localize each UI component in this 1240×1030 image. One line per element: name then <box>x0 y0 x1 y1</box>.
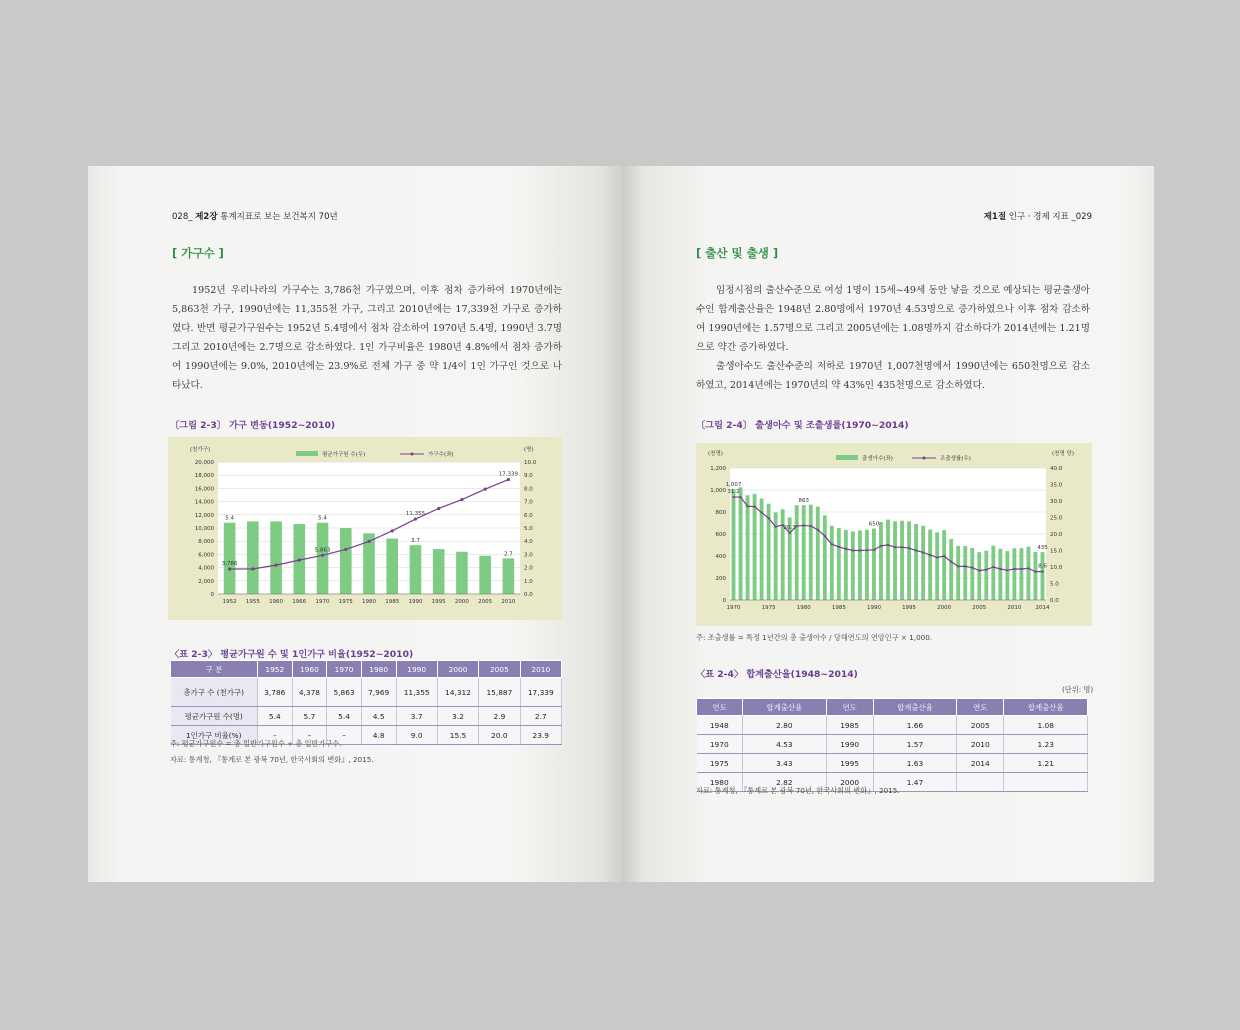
line-point <box>732 496 734 498</box>
data-label: 650 <box>868 521 880 528</box>
bar <box>809 505 813 600</box>
x-tick-label: 1985 <box>385 599 400 605</box>
bar <box>340 528 352 594</box>
paragraph: 1952년 우리나라의 가구수는 3,786천 가구였으며, 이후 점차 증가하여 1970년에는 5,863천 가구, 1990년에는 11,355천 가구, 그리고 2010년에는 17,339천 가구로 증가하였다. 반면 평균가구원수는 1952년 5.4명에서 점차 감소하여 1970년 5.4명, 1990년 3.7명 그리고 2010년에는 2.7명으로 감소하였다. 1인 가구비율은 1980년 4.8%에서 점차 증가하여 1990년에는 9.0%, 2010년에는 23.9%로 전체 가구 중 약 1/4이 1인 가구인 것으로 나타났다. <box>172 285 562 391</box>
line-point <box>484 488 487 491</box>
data-label: 11,355 <box>405 511 426 518</box>
bar <box>1019 548 1023 600</box>
household-chart <box>168 437 562 620</box>
right-tick-label: 6.0 <box>524 512 533 519</box>
line-point <box>971 567 973 569</box>
left-running-head <box>172 210 338 222</box>
table-header-cell: 연도 <box>826 699 873 716</box>
chapter-title: 통계지표로 보는 보건복지 70년 <box>220 212 338 222</box>
bar <box>1012 548 1016 600</box>
x-tick-label: 1980 <box>362 599 376 605</box>
x-tick-label: 1975 <box>338 599 353 605</box>
left-tick-label: 14,000 <box>194 499 214 506</box>
x-tick-label: 2010 <box>501 599 516 605</box>
bar <box>984 551 988 600</box>
table-cell: – <box>292 726 327 745</box>
data-label: 5,863 <box>314 547 331 554</box>
right-tick-label: 20.0 <box>1050 532 1063 538</box>
bar <box>991 546 995 600</box>
table-cell: 4.53 <box>743 735 827 754</box>
bar <box>410 545 422 594</box>
table-cell: 3.2 <box>437 707 478 726</box>
left-tick-label: 1,200 <box>710 466 726 472</box>
bar <box>1027 547 1031 600</box>
household-table <box>170 660 562 745</box>
bar <box>753 494 757 600</box>
table-cell: 1.08 <box>1004 716 1088 735</box>
right-tick-label: 5.0 <box>1050 581 1059 588</box>
table-cell: 1.66 <box>873 716 957 735</box>
table-cell: 9.0 <box>396 726 437 745</box>
table-row <box>697 735 1088 754</box>
line-point <box>1020 568 1022 570</box>
paragraph: 임정시점의 출산수준으로 여성 1명이 15세~49세 동안 낳을 것으로 예상되는 평균출생아수인 합계출산율은 1948년 2.80명에서 1970년 4.53명으로 증가하였으나 이후 점차 감소하여 1990년에는 1.57명으로 그리고 2005년에는 1.08명까지 감소하다가 2014년에는 1.21명으로 약간 증가하였다. <box>696 285 1090 353</box>
table-cell: 1948 <box>697 716 743 735</box>
table-cell: 3,786 <box>258 678 293 707</box>
table-cell: 1.23 <box>1004 735 1088 754</box>
table-cell: 15,887 <box>479 678 520 707</box>
table-cell: 2010 <box>957 735 1004 754</box>
bar <box>503 558 515 594</box>
bar <box>456 552 468 594</box>
right-tick-label: 8.0 <box>524 486 533 493</box>
legend-bar-label: 출생아수(좌) <box>862 456 893 462</box>
left-tick-label: 12,000 <box>194 512 214 519</box>
bar <box>802 505 806 600</box>
bar <box>1005 551 1009 600</box>
line-point <box>838 546 840 548</box>
table-cell: 2.82 <box>743 773 827 792</box>
left-tick-label: 400 <box>715 554 726 560</box>
left-axis-unit: (천명) <box>708 451 723 457</box>
bar <box>998 549 1002 600</box>
right-tick-label: 10.0 <box>1050 565 1063 571</box>
x-tick-label: 1970 <box>315 599 330 605</box>
table-cell: 14,312 <box>437 678 478 707</box>
line-point <box>915 549 917 551</box>
table-row <box>171 707 562 726</box>
line-point <box>824 535 826 537</box>
legend-bar-label: 평균가구원 수(우) <box>322 452 366 458</box>
bar <box>949 539 953 600</box>
table-cell: 1995 <box>826 754 873 773</box>
bar <box>795 505 799 600</box>
figure-note: 주: 조출생률 = 특정 1년간의 총 출생아수 / 당해연도의 연앙인구 × 1,000. <box>696 633 933 642</box>
right-tick-label: 9.0 <box>524 473 533 480</box>
line-point <box>228 567 231 570</box>
line-point <box>845 548 847 550</box>
bar <box>837 528 841 600</box>
left-tick-label: 8,000 <box>198 539 214 546</box>
table-cell: 1975 <box>697 754 743 773</box>
legend-bar-swatch <box>836 455 858 460</box>
bar <box>746 495 750 600</box>
bar <box>928 529 932 600</box>
left-tick-label: 6,000 <box>198 552 214 559</box>
x-tick-label: 1955 <box>245 599 260 605</box>
bar <box>977 552 981 600</box>
data-label: 31.2 <box>727 489 740 496</box>
table-cell: 1.47 <box>873 773 957 792</box>
bar <box>851 531 855 600</box>
bar <box>830 526 834 600</box>
bar <box>314 523 331 594</box>
bar <box>893 521 897 600</box>
line-point <box>391 529 394 532</box>
table-header-cell: 구 분 <box>171 661 258 678</box>
right-tick-label: 3.0 <box>524 552 533 559</box>
line-point <box>298 559 301 562</box>
right-tick-label: 5.0 <box>524 526 533 532</box>
right-tick-label: 10.0 <box>524 460 537 466</box>
line-point <box>1013 568 1015 570</box>
bar <box>872 529 876 601</box>
table-cell: 4,378 <box>292 678 327 707</box>
body-text <box>696 281 1090 395</box>
table-cell: 1.57 <box>873 735 957 754</box>
row-label: 총가구 수 (천가구) <box>171 678 258 707</box>
line-point <box>1041 571 1043 573</box>
section-title: [ 가구수 ] <box>172 246 224 260</box>
right-tick-label: 1.0 <box>524 578 533 585</box>
bar <box>921 526 925 600</box>
bar <box>816 507 820 600</box>
left-tick-label: 4,000 <box>198 565 214 572</box>
line-point <box>437 507 440 510</box>
table-source: 자료: 통계청, 『통계로 본 광복 70년, 한국사회의 변화』, 2015. <box>696 786 900 795</box>
right-tick-label: 4.0 <box>524 539 533 546</box>
table-cell <box>957 773 1004 792</box>
line-point <box>796 525 798 527</box>
table-cell: 15.5 <box>437 726 478 745</box>
left-tick-label: 18,000 <box>194 473 214 480</box>
x-tick-label: 2014 <box>1035 605 1050 611</box>
x-tick-label: 1966 <box>292 599 307 605</box>
chapter-label: 제2장 <box>195 212 218 222</box>
line-point <box>999 568 1001 570</box>
left-tick-label: 600 <box>715 532 726 538</box>
table-cell: 3.43 <box>743 754 827 773</box>
line-point <box>803 524 805 526</box>
data-label: 3.7 <box>411 538 420 545</box>
line-point <box>775 526 777 528</box>
table-cell: 2005 <box>957 716 1004 735</box>
table-cell: 1980 <box>697 773 743 792</box>
table-row <box>697 716 1088 735</box>
table-cell: 5.4 <box>327 707 362 726</box>
line-point <box>985 569 987 571</box>
x-tick-label: 2005 <box>972 605 987 611</box>
body-text <box>172 281 562 395</box>
open-book <box>88 166 1154 882</box>
table-header-cell: 1990 <box>396 661 437 678</box>
line-point <box>1034 571 1036 573</box>
right-tick-label: 15.0 <box>1050 548 1063 555</box>
line-point <box>894 546 896 548</box>
x-tick-label: 1990 <box>866 605 881 611</box>
legend-line-marker <box>411 453 414 456</box>
data-label: 2.7 <box>504 551 513 558</box>
x-tick-label: 2000 <box>937 605 952 611</box>
line-point <box>859 549 861 551</box>
right-axis-unit: (천명 당) <box>1052 451 1074 457</box>
legend-line-marker <box>923 457 926 460</box>
line-point <box>908 547 910 549</box>
bar <box>823 515 827 600</box>
table-source: 자료: 통계청, 『통계로 본 광복 70년, 한국사회의 변화』, 2015. <box>170 755 374 764</box>
table-header-cell: 1960 <box>292 661 327 678</box>
table-cell: 2.9 <box>479 707 520 726</box>
x-tick-label: 1995 <box>902 605 917 611</box>
table-cell <box>1004 773 1088 792</box>
table-header-cell: 1970 <box>327 661 362 678</box>
legend-bar-swatch <box>296 451 318 456</box>
right-tick-label: 30.0 <box>1050 499 1063 505</box>
data-label: 5.4 <box>318 515 327 522</box>
left-tick-label: 2,000 <box>198 578 214 585</box>
x-tick-label: 1990 <box>408 599 423 605</box>
line-point <box>460 498 463 501</box>
table-header-cell: 2005 <box>479 661 520 678</box>
x-tick-label: 1985 <box>831 605 846 611</box>
table-header-cell: 연도 <box>957 699 1004 716</box>
line-point <box>251 567 254 570</box>
line-point <box>943 555 945 557</box>
bar <box>879 522 883 600</box>
line-point <box>789 532 791 534</box>
table-cell: 5.7 <box>292 707 327 726</box>
bar <box>1041 552 1045 600</box>
bar <box>865 530 869 600</box>
bar <box>386 539 398 594</box>
part-title: 인구 · 경제 지표 _029 <box>1008 212 1092 222</box>
row-label: 평균가구원 수(명) <box>171 707 258 726</box>
line-point <box>852 549 854 551</box>
right-tick-label: 2.0 <box>524 565 533 572</box>
line-point <box>739 496 741 498</box>
line-point <box>964 565 966 567</box>
x-tick-label: 1952 <box>222 599 237 605</box>
table-cell: 1.63 <box>873 754 957 773</box>
line-point <box>880 545 882 547</box>
table-cell: – <box>327 726 362 745</box>
table-cell: 2014 <box>957 754 1004 773</box>
line-point <box>1006 569 1008 571</box>
table-header-cell: 합계출산율 <box>1004 699 1088 716</box>
table-title: 〈표 2-3〉 평균가구원 수 및 1인가구 비율(1952~2010) <box>170 649 414 660</box>
bar <box>956 546 960 600</box>
data-label: 20.3 <box>783 525 796 532</box>
line-point <box>950 561 952 563</box>
left-tick-label: 16,000 <box>194 486 214 493</box>
line-point <box>901 546 903 548</box>
table-cell: 5.4 <box>258 707 293 726</box>
line-point <box>929 554 931 556</box>
figure-title: 〔그림 2-4〕 출생아수 및 조출생률(1970~2014) <box>696 420 909 431</box>
legend-line-label: 가구수(좌) <box>428 452 454 458</box>
page-number: 028_ <box>172 212 193 222</box>
table-header-cell: 1952 <box>258 661 293 678</box>
data-label: 1,007 <box>725 482 742 489</box>
data-label: 17,339 <box>498 471 519 478</box>
x-tick-label: 1970 <box>726 605 741 611</box>
x-tick-label: 1975 <box>761 605 776 611</box>
data-label: 8.6 <box>1038 563 1047 570</box>
line-point <box>367 540 370 543</box>
left-tick-label: 1,000 <box>710 488 726 494</box>
table-cell: 1.21 <box>1004 754 1088 773</box>
line-point <box>887 544 889 546</box>
line-point <box>1027 567 1029 569</box>
right-axis-unit: (명) <box>524 447 534 453</box>
table-cell: 1985 <box>826 716 873 735</box>
line-point <box>321 554 324 557</box>
table-cell: 4.5 <box>361 707 396 726</box>
table-header-cell: 연도 <box>697 699 743 716</box>
x-tick-label: 2000 <box>454 599 469 605</box>
section-title: [ 출산 및 출생 ] <box>696 246 779 260</box>
table-header-cell: 합계출산율 <box>873 699 957 716</box>
table-cell: 3.7 <box>396 707 437 726</box>
data-label: 3,786 <box>221 561 238 568</box>
bar <box>732 489 736 600</box>
left-tick-label: 800 <box>715 510 726 516</box>
table-cell: 2.7 <box>520 707 561 726</box>
line-point <box>978 570 980 572</box>
bar <box>858 530 862 600</box>
line-point <box>414 517 417 520</box>
table-cell: 11,355 <box>396 678 437 707</box>
legend-line-label: 조출생률(우) <box>940 456 971 462</box>
right-tick-label: 35.0 <box>1050 482 1063 489</box>
line-point <box>746 505 748 507</box>
table-cell: 17,339 <box>520 678 561 707</box>
bar <box>221 523 238 594</box>
part-label: 제1절 <box>983 212 1007 222</box>
line-point <box>873 549 875 551</box>
table-cell: 5,863 <box>327 678 362 707</box>
table-header-cell: 1980 <box>361 661 396 678</box>
right-tick-label: 25.0 <box>1050 515 1063 522</box>
line-point <box>274 564 277 567</box>
table-cell: 1970 <box>697 735 743 754</box>
right-tick-label: 0.0 <box>524 592 533 598</box>
table-cell: 23.9 <box>520 726 561 745</box>
line-point <box>761 511 763 513</box>
table-unit: (단위: 명) <box>1062 685 1094 694</box>
bar <box>479 556 491 594</box>
line-point <box>992 566 994 568</box>
bar <box>970 548 974 600</box>
bar <box>935 532 939 600</box>
table-cell: 1990 <box>826 735 873 754</box>
bar <box>914 524 918 600</box>
line-point <box>936 556 938 558</box>
bar <box>739 487 743 600</box>
bar <box>886 520 890 600</box>
left-tick-label: 0 <box>722 598 726 604</box>
bar <box>907 521 911 600</box>
paragraph: 출생아수도 출산수준의 저하로 1970년 1,007천명에서 1990년에는 650천명으로 감소하였고, 2014년에는 1970년의 약 43%인 435천명으로 감소하였다. <box>696 361 1090 391</box>
right-tick-label: 0.0 <box>1050 598 1059 604</box>
line-point <box>922 551 924 553</box>
left-tick-label: 10,000 <box>194 526 214 532</box>
line-point <box>831 543 833 545</box>
row-label: 1인가구 비율(%) <box>171 726 258 745</box>
bar <box>270 521 282 594</box>
right-running-head <box>984 210 1092 222</box>
left-tick-label: 200 <box>715 576 726 582</box>
table-header-cell: 2000 <box>437 661 478 678</box>
left-axis-unit: (천가구) <box>190 447 211 453</box>
table-row <box>697 754 1088 773</box>
table-title: 〈표 2-4〉 합계출산율(1948~2014) <box>696 669 858 680</box>
table-row <box>171 678 562 707</box>
table-note: 주: 평균가구원수 = 총 일반가구원수 ÷ 총 일반가구수. <box>170 739 342 748</box>
line-point <box>810 525 812 527</box>
birth-chart <box>696 443 1092 626</box>
line-point <box>753 506 755 508</box>
x-tick-label: 2010 <box>1007 605 1022 611</box>
table-cell: – <box>258 726 293 745</box>
table-header-cell: 2010 <box>520 661 561 678</box>
right-page <box>622 166 1154 882</box>
x-tick-label: 1960 <box>269 599 284 605</box>
bar <box>844 530 848 600</box>
fertility-table <box>696 698 1088 792</box>
data-label: 5.4 <box>225 515 234 522</box>
data-label: 863 <box>798 498 809 505</box>
right-tick-label: 7.0 <box>524 499 533 506</box>
table-cell: 4.8 <box>361 726 396 745</box>
data-label: 435 <box>1037 545 1048 552</box>
left-tick-label: 20,000 <box>194 460 214 466</box>
figure-title: 〔그림 2-3〕 가구 변동(1952~2010) <box>170 420 336 431</box>
line-point <box>768 517 770 519</box>
table-header-cell: 합계출산율 <box>743 699 827 716</box>
bar <box>942 530 946 600</box>
bar <box>1034 552 1038 600</box>
bar <box>247 521 259 594</box>
line-point <box>344 548 347 551</box>
bar <box>433 549 445 594</box>
right-tick-label: 40.0 <box>1050 466 1063 472</box>
x-tick-label: 1995 <box>431 599 446 605</box>
line-point <box>957 565 959 567</box>
bar <box>781 509 785 600</box>
x-tick-label: 2005 <box>478 599 493 605</box>
bar <box>900 521 904 600</box>
left-tick-label: 0 <box>210 592 214 598</box>
table-cell: 2.80 <box>743 716 827 735</box>
left-page <box>88 166 622 882</box>
table-cell: 2000 <box>826 773 873 792</box>
line-point <box>866 549 868 551</box>
table-cell: 7,969 <box>361 678 396 707</box>
x-tick-label: 1980 <box>796 605 811 611</box>
line-point <box>507 478 510 481</box>
line-point <box>817 529 819 531</box>
table-cell: 20.0 <box>479 726 520 745</box>
bar <box>963 546 967 600</box>
